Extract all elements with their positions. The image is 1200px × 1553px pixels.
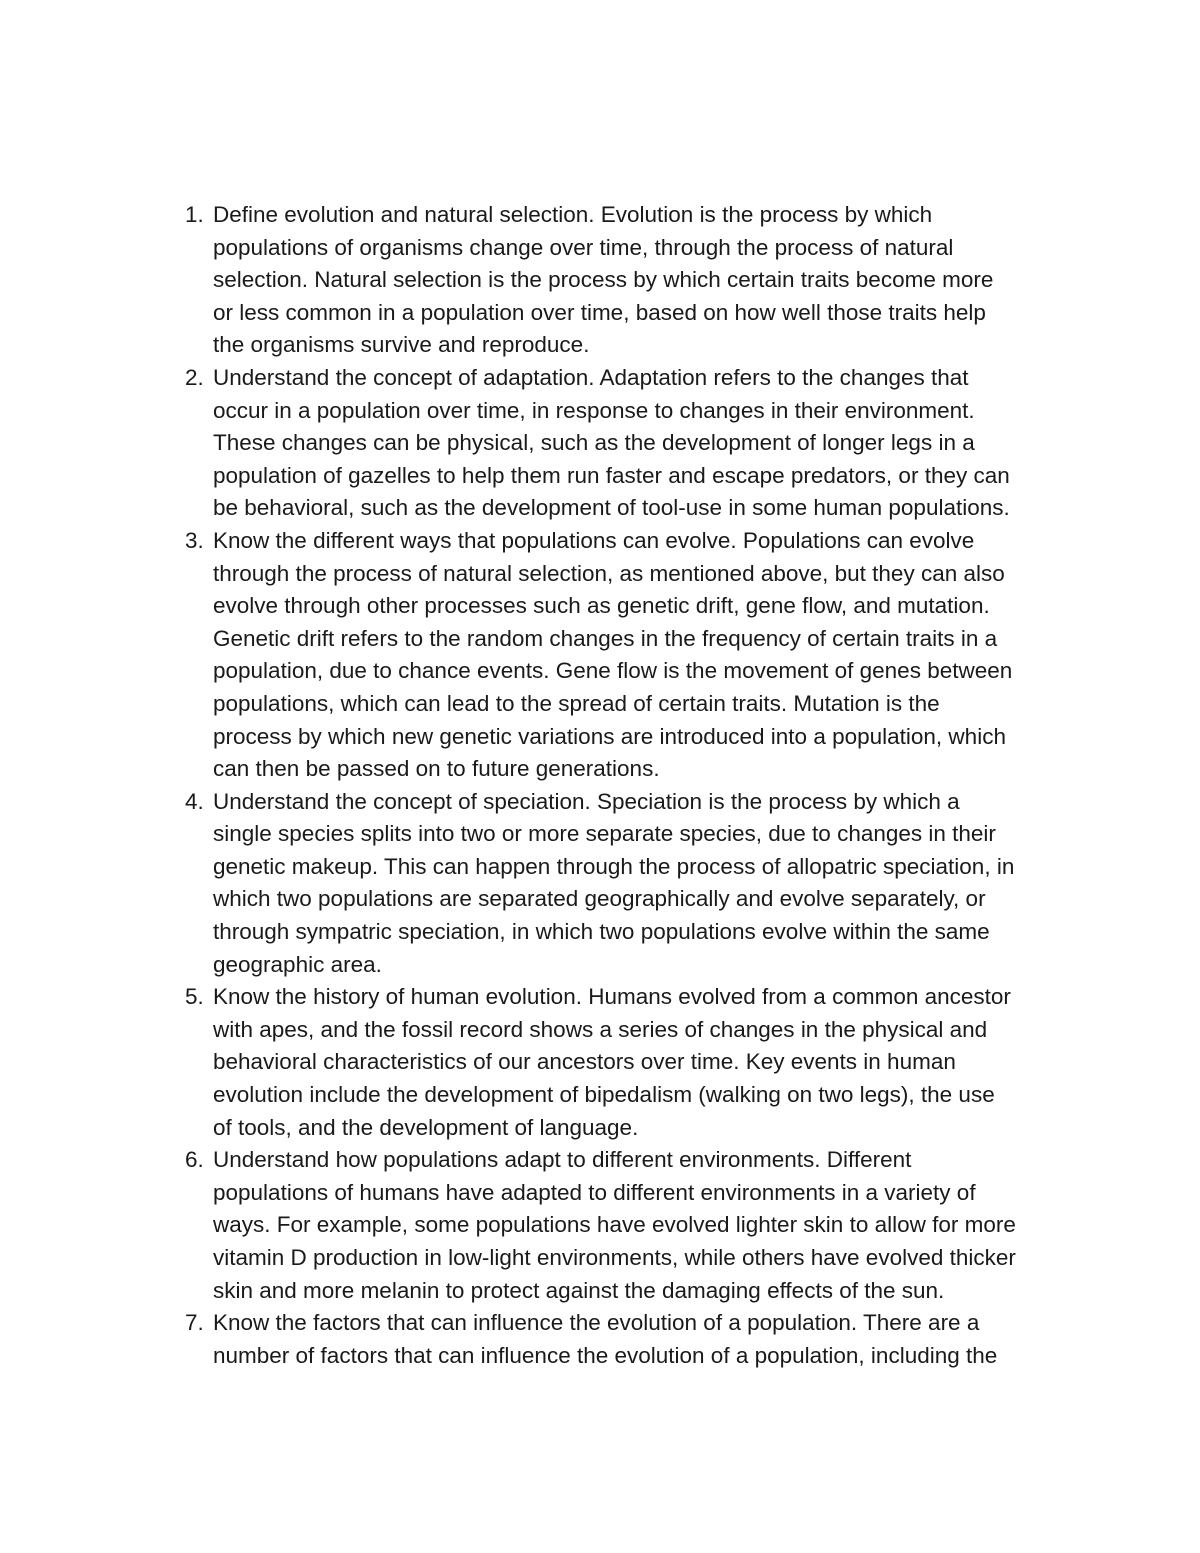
text-line: occur in a population over time, in response to changes in their environment. <box>213 397 975 423</box>
text-line: population of gazelles to help them run faster and escape predators, or they can <box>213 462 1010 488</box>
text-line: the organisms survive and reproduce. <box>213 332 590 358</box>
text-line: geographic area. <box>213 951 382 977</box>
text-line: Understand the concept of adaptation. Adaptation refers to the changes that <box>213 364 969 390</box>
list-item <box>165 199 1065 362</box>
list-item-text <box>213 1144 1065 1307</box>
text-line: Know the different ways that populations can evolve. Populations can evolve <box>213 527 975 553</box>
list-item <box>165 981 1065 1144</box>
text-line: can then be passed on to future generations. <box>213 756 660 782</box>
list-item-text <box>213 1307 1065 1372</box>
text-line: Define evolution and natural selection. Evolution is the process by which <box>213 202 933 227</box>
list-item-number: 2. <box>185 364 204 390</box>
text-line: populations, which can lead to the spread of certain traits. Mutation is the <box>213 690 940 716</box>
list-item-text <box>213 199 1065 362</box>
text-line: Know the history of human evolution. Humans evolved from a common ancestor <box>213 984 1011 1010</box>
text-line: single species splits into two or more separate species, due to changes in their <box>213 821 996 847</box>
list-item <box>165 786 1065 982</box>
text-line: which two populations are separated geographically and evolve separately, or <box>213 886 986 912</box>
list-item-number: 3. <box>185 527 204 553</box>
text-line: with apes, and the fossil record shows a series of changes in the physical and <box>213 1016 988 1042</box>
list-item-text <box>213 525 1065 786</box>
list-item-number: 7. <box>185 1310 204 1336</box>
numbered-list <box>165 199 1065 1372</box>
list-item <box>165 1144 1065 1307</box>
text-line: These changes can be physical, such as the development of longer legs in a <box>213 430 975 456</box>
text-line: genetic makeup. This can happen through the process of allopatric speciation, in <box>213 853 1015 879</box>
list-item <box>165 525 1065 786</box>
text-line: be behavioral, such as the development of tool-use in some human populations. <box>213 495 1010 521</box>
list-item <box>165 362 1065 525</box>
list-item-number: 5. <box>185 984 204 1010</box>
list-item-number: 1. <box>185 202 204 227</box>
text-line: through sympatric speciation, in which two populations evolve within the same <box>213 919 990 945</box>
text-line: populations of humans have adapted to different environments in a variety of <box>213 1179 976 1205</box>
list-item-text <box>213 786 1065 982</box>
list-item <box>165 1307 1065 1372</box>
text-line: evolve through other processes such as genetic drift, gene flow, and mutation. <box>213 593 990 619</box>
text-line: Genetic drift refers to the random changes in the frequency of certain traits in a <box>213 625 998 651</box>
text-line: populations of organisms change over time, through the process of natural <box>213 234 954 260</box>
text-line: Know the factors that can influence the evolution of a population. There are a <box>213 1310 980 1336</box>
text-line: behavioral characteristics of our ancestors over time. Key events in human <box>213 1049 956 1075</box>
text-line: of tools, and the development of language. <box>213 1114 639 1140</box>
text-line: Understand how populations adapt to different environments. Different <box>213 1147 912 1173</box>
text-line: number of factors that can influence the evolution of a population, including the <box>213 1342 998 1368</box>
text-line: process by which new genetic variations are introduced into a population, which <box>213 723 1006 749</box>
text-line: skin and more melanin to protect against the damaging effects of the sun. <box>213 1277 945 1303</box>
text-line: or less common in a population over time, based on how well those traits help <box>213 299 986 325</box>
text-line: evolution include the development of bipedalism (walking on two legs), the use <box>213 1082 995 1108</box>
list-item-text <box>213 981 1065 1144</box>
list-item-number: 6. <box>185 1147 204 1173</box>
text-line: vitamin D production in low-light environments, while others have evolved thicker <box>213 1245 1016 1270</box>
text-line: through the process of natural selection, as mentioned above, but they can also <box>213 560 1005 586</box>
text-line: ways. For example, some populations have evolved lighter skin to allow for more <box>213 1212 1016 1238</box>
text-line: Understand the concept of speciation. Speciation is the process by which a <box>213 788 960 814</box>
list-item-text <box>213 362 1065 525</box>
list-item-number: 4. <box>185 788 204 814</box>
text-line: selection. Natural selection is the process by which certain traits become more <box>213 267 994 293</box>
text-line: population, due to chance events. Gene flow is the movement of genes between <box>213 658 1013 684</box>
